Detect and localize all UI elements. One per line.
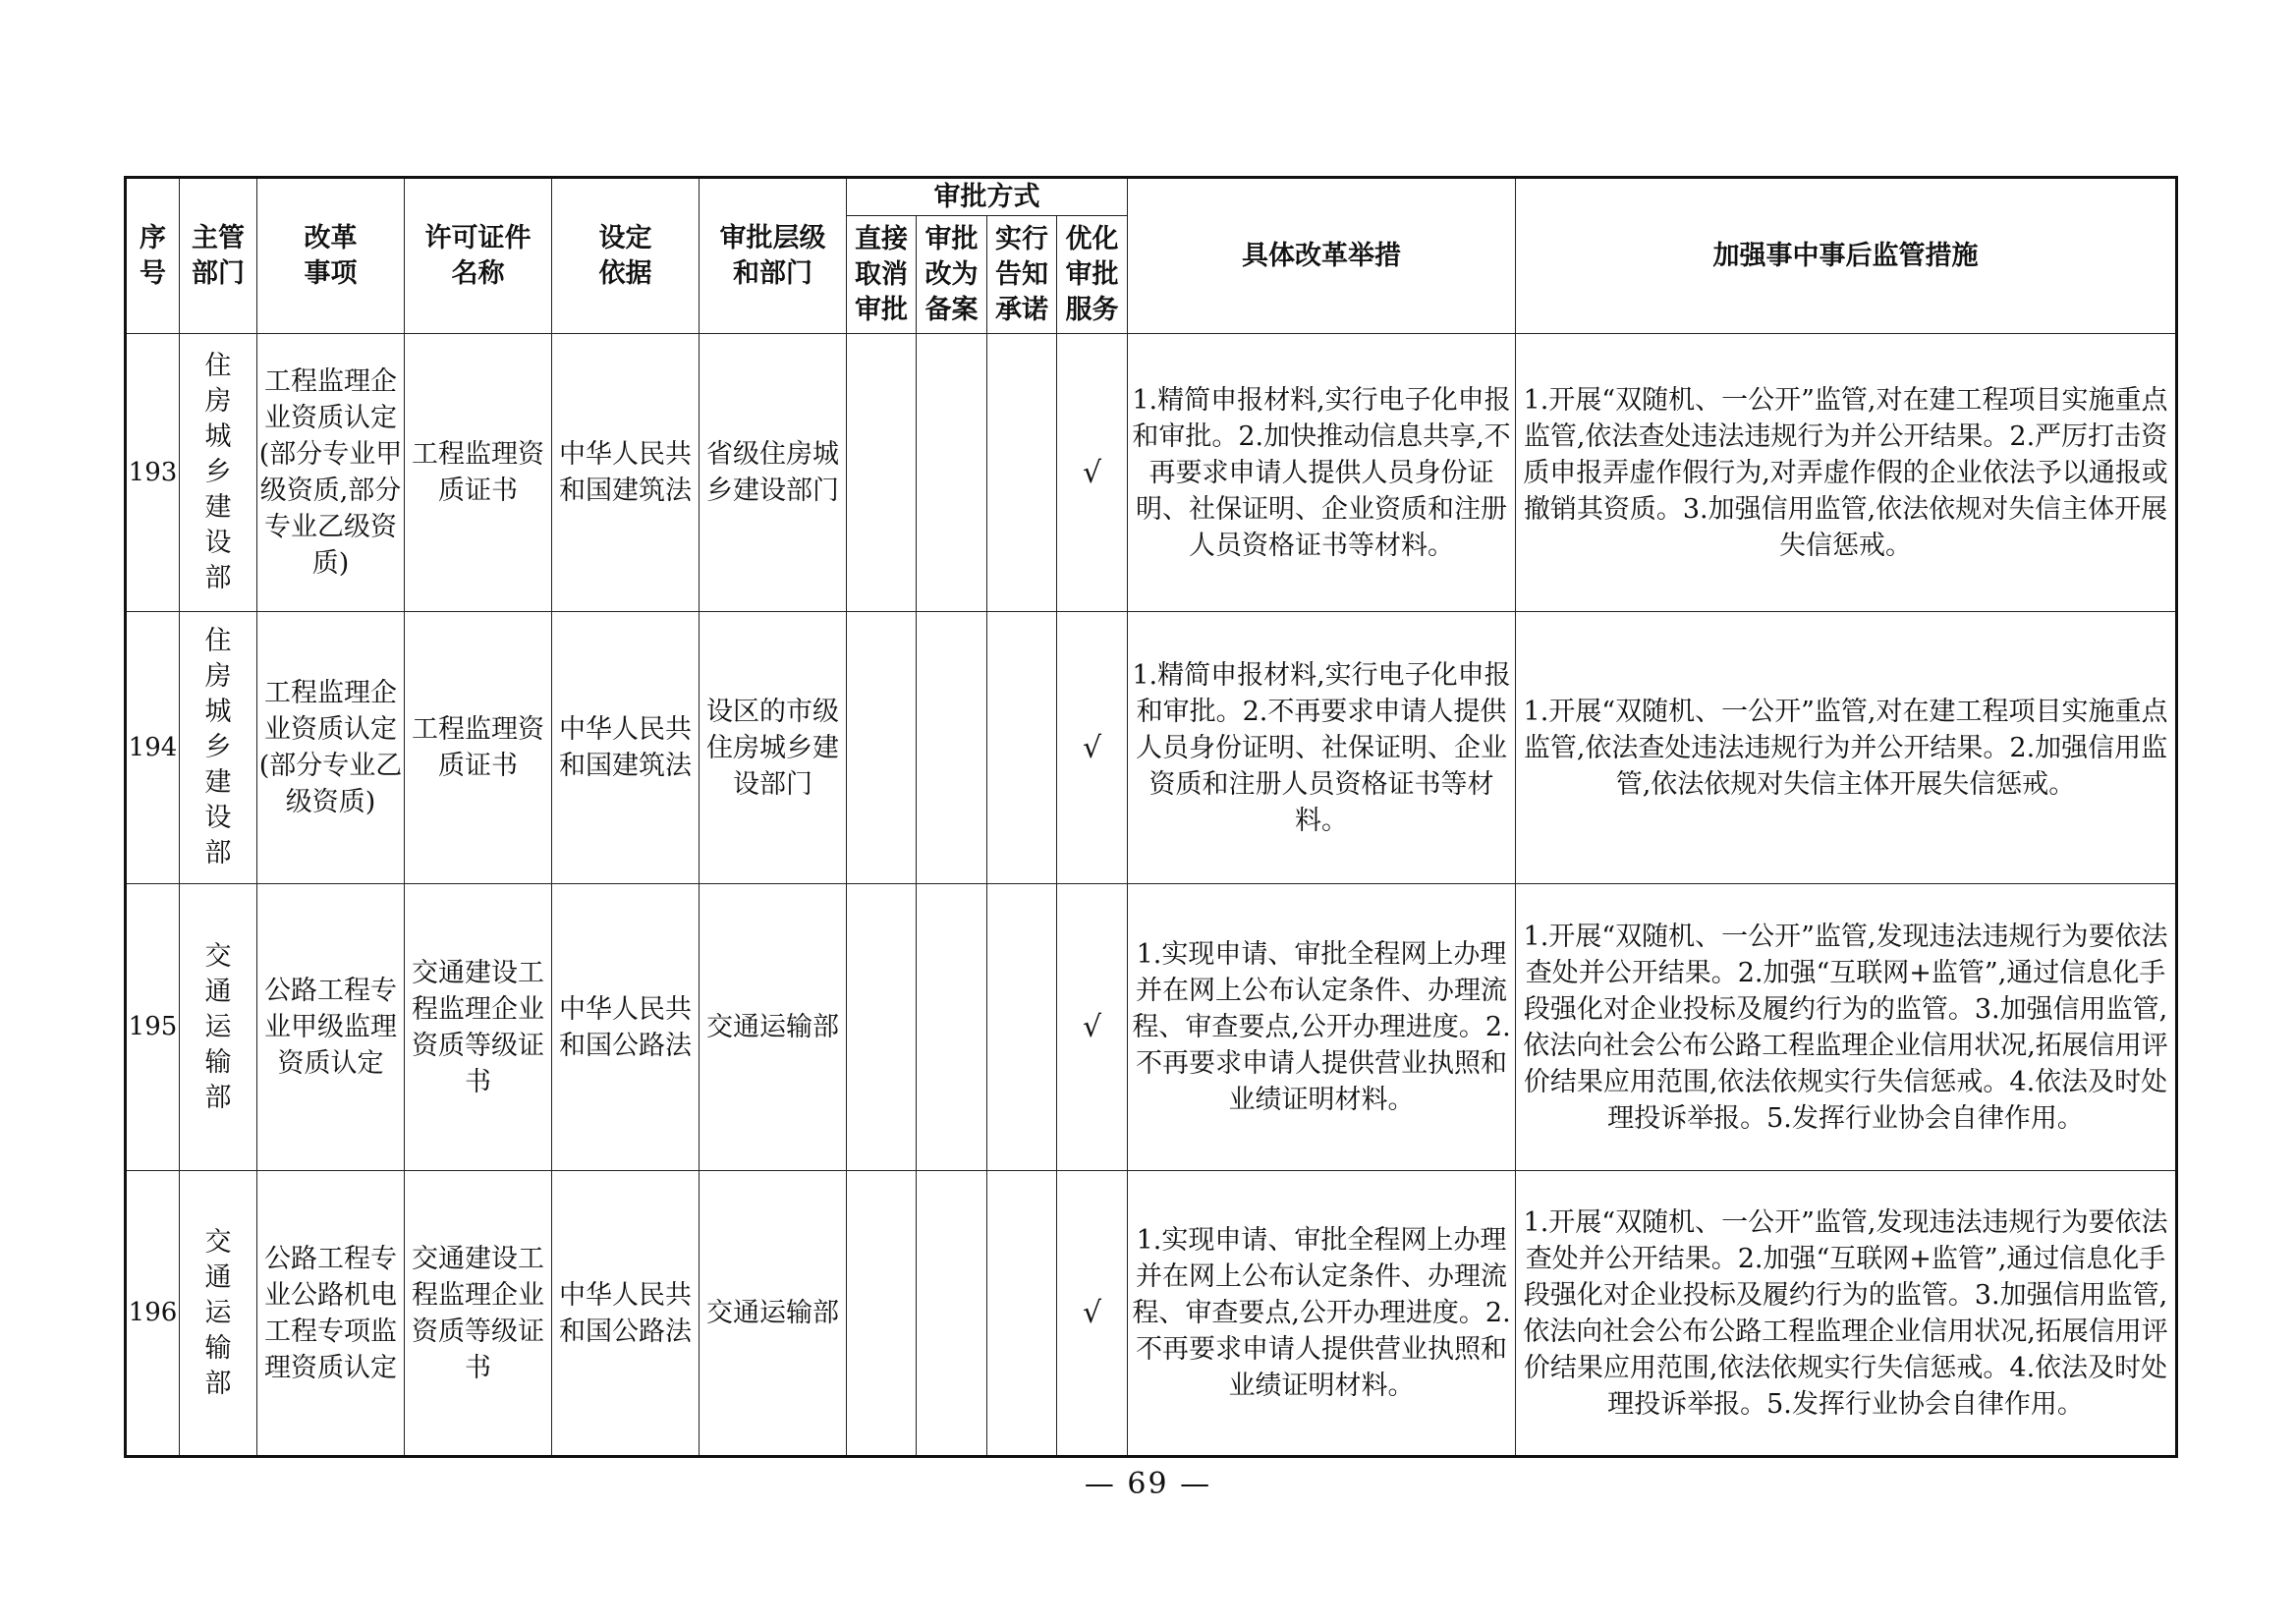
row-level: 设区的市级住房城乡建设部门	[700, 612, 847, 884]
row-mode-notice	[987, 612, 1057, 884]
table-row	[126, 334, 2177, 612]
row-mode-notice	[987, 1171, 1057, 1457]
row-mode-notice	[987, 884, 1057, 1171]
row-seq: 193	[126, 334, 180, 612]
row-mode-cancel	[847, 612, 917, 884]
row-reform: 1.实现申请、审批全程网上办理并在网上公布认定条件、办理流程、审查要点,公开办理进度。2.不再要求申请人提供营业执照和业绩证明材料。	[1128, 1171, 1516, 1457]
header-mode-notice: 实行告知承诺	[987, 216, 1057, 334]
row-mode-optimize-check: √	[1057, 884, 1128, 1171]
row-license: 工程监理资质证书	[405, 334, 552, 612]
row-basis: 中华人民共和国公路法	[552, 884, 700, 1171]
row-item: 工程监理企业资质认定(部分专业甲级资质,部分专业乙级资质)	[257, 334, 405, 612]
row-dept: 住房城乡建设部	[180, 612, 257, 884]
header-row-top	[126, 178, 2177, 216]
reform-table	[124, 176, 2178, 1458]
row-level: 交通运输部	[700, 1171, 847, 1457]
header-supervision: 加强事中事后监管措施	[1516, 178, 2177, 334]
row-mode-filing	[917, 612, 987, 884]
row-basis: 中华人民共和国公路法	[552, 1171, 700, 1457]
row-item: 公路工程专业公路机电工程专项监理资质认定	[257, 1171, 405, 1457]
row-mode-notice	[987, 334, 1057, 612]
row-mode-optimize-check: √	[1057, 1171, 1128, 1457]
row-mode-filing	[917, 1171, 987, 1457]
row-reform: 1.实现申请、审批全程网上办理并在网上公布认定条件、办理流程、审查要点,公开办理进度。2.不再要求申请人提供营业执照和业绩证明材料。	[1128, 884, 1516, 1171]
table-row	[126, 612, 2177, 884]
row-seq: 195	[126, 884, 180, 1171]
row-supervision: 1.开展“双随机、一公开”监管,对在建工程项目实施重点监管,依法查处违法违规行为并公开结果。2.严厉打击资质申报弄虚作假行为,对弄虚作假的企业依法予以通报或撤销其资质。3.加强信用监管,依法依规对失信主体开展失信惩戒。	[1516, 334, 2177, 612]
header-mode-optimize: 优化审批服务	[1057, 216, 1128, 334]
table-row	[126, 1171, 2177, 1457]
row-seq: 194	[126, 612, 180, 884]
row-level: 交通运输部	[700, 884, 847, 1171]
row-mode-filing	[917, 884, 987, 1171]
header-basis: 设定依据	[552, 178, 700, 334]
header-approval-mode: 审批方式	[847, 178, 1128, 216]
row-reform: 1.精简申报材料,实行电子化申报和审批。2.不再要求申请人提供人员身份证明、社保证明、企业资质和注册人员资格证书等材料。	[1128, 612, 1516, 884]
row-supervision: 1.开展“双随机、一公开”监管,发现违法违规行为要依法查处并公开结果。2.加强“互联网+监管”,通过信息化手段强化对企业投标及履约行为的监管。3.加强信用监管,依法向社会公布公路工程监理企业信用状况,拓展信用评价结果应用范围,依法依规实行失信惩戒。4.依法及时处理投诉举报。5.发挥行业协会自律作用。	[1516, 884, 2177, 1171]
row-basis: 中华人民共和国建筑法	[552, 334, 700, 612]
page-number: — 69 —	[1084, 1467, 1212, 1501]
row-supervision: 1.开展“双随机、一公开”监管,对在建工程项目实施重点监管,依法查处违法违规行为并公开结果。2.加强信用监管,依法依规对失信主体开展失信惩戒。	[1516, 612, 2177, 884]
row-item: 工程监理企业资质认定(部分专业乙级资质)	[257, 612, 405, 884]
row-mode-cancel	[847, 334, 917, 612]
row-mode-cancel	[847, 884, 917, 1171]
row-mode-filing	[917, 334, 987, 612]
header-license: 许可证件名称	[405, 178, 552, 334]
row-item: 公路工程专业甲级监理资质认定	[257, 884, 405, 1171]
header-dept: 主管部门	[180, 178, 257, 334]
row-level: 省级住房城乡建设部门	[700, 334, 847, 612]
row-mode-cancel	[847, 1171, 917, 1457]
row-mode-optimize-check: √	[1057, 612, 1128, 884]
row-mode-optimize-check: √	[1057, 334, 1128, 612]
header-item: 改革事项	[257, 178, 405, 334]
row-license: 交通建设工程监理企业资质等级证书	[405, 884, 552, 1171]
header-mode-filing: 审批改为备案	[917, 216, 987, 334]
header-seq: 序号	[126, 178, 180, 334]
row-dept: 住房城乡建设部	[180, 334, 257, 612]
row-reform: 1.精简申报材料,实行电子化申报和审批。2.加快推动信息共享,不再要求申请人提供人员身份证明、社保证明、企业资质和注册人员资格证书等材料。	[1128, 334, 1516, 612]
row-seq: 196	[126, 1171, 180, 1457]
row-license: 交通建设工程监理企业资质等级证书	[405, 1171, 552, 1457]
header-level: 审批层级和部门	[700, 178, 847, 334]
header-mode-cancel: 直接取消审批	[847, 216, 917, 334]
row-license: 工程监理资质证书	[405, 612, 552, 884]
table-row	[126, 884, 2177, 1171]
row-dept: 交通运输部	[180, 1171, 257, 1457]
row-basis: 中华人民共和国建筑法	[552, 612, 700, 884]
row-dept: 交通运输部	[180, 884, 257, 1171]
row-supervision: 1.开展“双随机、一公开”监管,发现违法违规行为要依法查处并公开结果。2.加强“互联网+监管”,通过信息化手段强化对企业投标及履约行为的监管。3.加强信用监管,依法向社会公布公路工程监理企业信用状况,拓展信用评价结果应用范围,依法依规实行失信惩戒。4.依法及时处理投诉举报。5.发挥行业协会自律作用。	[1516, 1171, 2177, 1457]
header-reform: 具体改革举措	[1128, 178, 1516, 334]
